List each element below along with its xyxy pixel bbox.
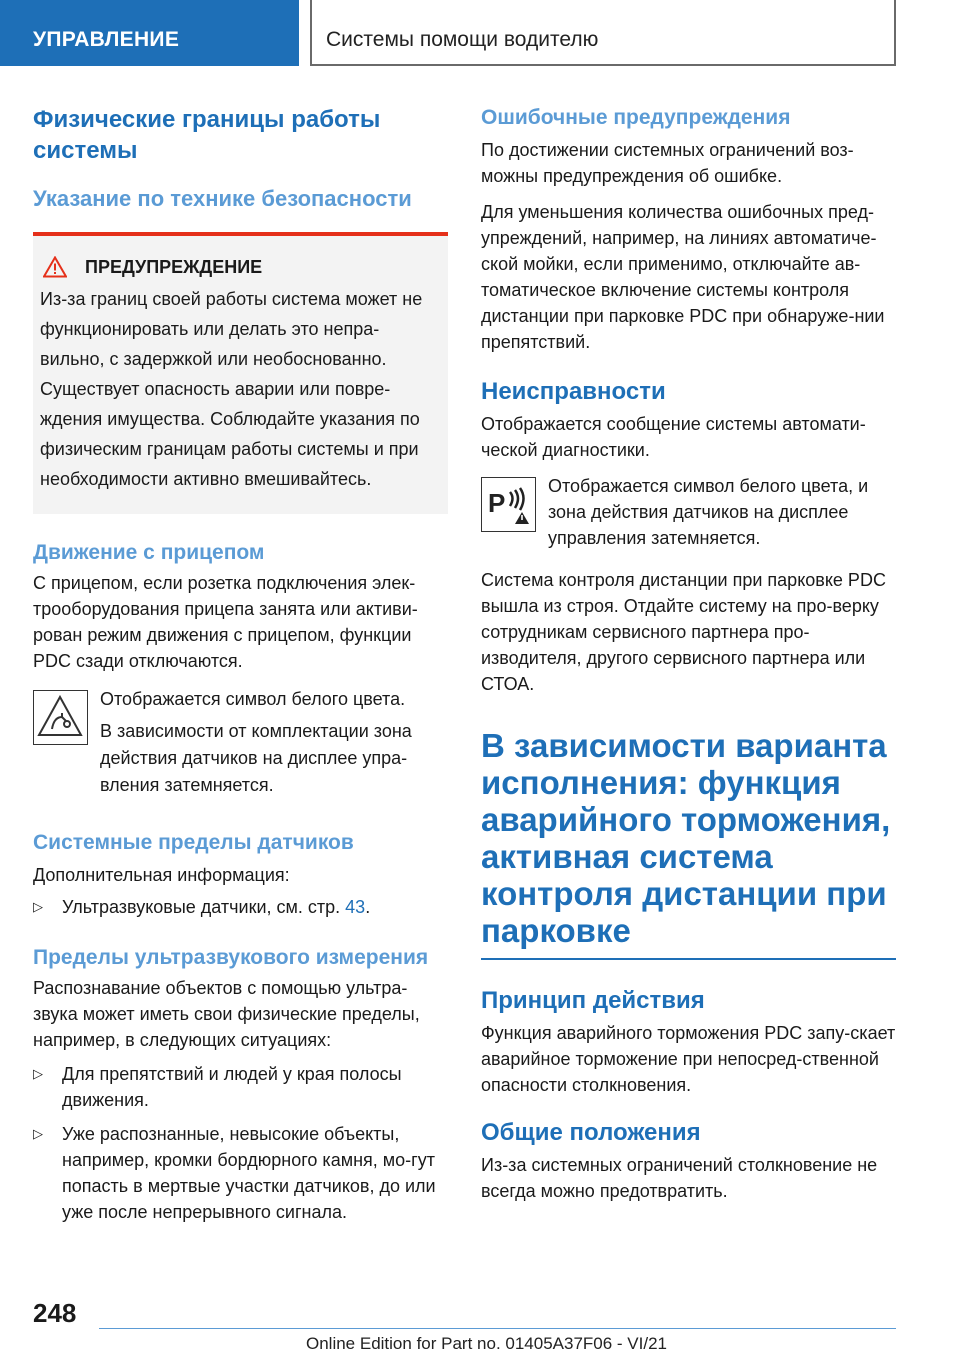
page-number: 248 <box>33 1298 77 1328</box>
principle-heading: Принцип действия <box>481 987 705 1014</box>
trailer-symbol-row <box>33 686 448 799</box>
false-warnings-text-1: По достижении системных ограничений воз-можны предупреждения об ошибке. <box>481 140 854 186</box>
general-heading: Общие положения <box>481 1119 701 1146</box>
warning-text: Из-за границ своей работы система может не функционировать или делать это непра-вильно, с задержкой или необоснованно. Существует опасность аварии или повре-ждения имущества. Соблюдайте указания по физическим границам работы системы и при необходимости активно вмешивайтесь. <box>40 289 423 489</box>
sensor-list <box>33 894 448 920</box>
false-warnings-heading: Ошибочные предупреждения <box>481 106 791 129</box>
sensor-text: Дополнительная информация: <box>33 865 290 885</box>
bullet-triangle-icon: ▷ <box>33 899 43 914</box>
principle-text: Функция аварийного торможения PDC запу-скает аварийное торможение при непосред-ственной опасности столкновения. <box>481 1023 896 1095</box>
bullet-triangle-icon: ▷ <box>33 1066 43 1081</box>
general-text: Из-за системных ограничений столкновение не всегда можно предотвратить. <box>481 1155 878 1201</box>
edition-text: Online Edition for Part no. 01405A37F06 - VI/21 <box>306 1334 668 1353</box>
list-item: ▷ Для препятствий и людей у края полосы движения. <box>33 1061 448 1113</box>
footer-divider <box>99 1328 896 1329</box>
right-column <box>481 100 896 1204</box>
warning-title <box>40 256 440 278</box>
warning-label: ПРЕДУПРЕЖДЕНИЕ <box>85 256 263 277</box>
page-header <box>0 0 960 66</box>
ultrasound-list <box>33 1061 448 1225</box>
safety-heading: Указание по технике безопасности <box>33 186 412 211</box>
page-link[interactable]: 43 <box>345 897 366 917</box>
false-warnings-text-2: Для уменьшения количества ошибочных пред-упреждений, например, на линиях автоматиче-ской мойки, если применимо, отключайте ав-томатическое включение системы контроля дистанции при парковке PDC при обнаруже-нии препятствий. <box>481 202 885 352</box>
svg-text:P: P <box>488 488 506 518</box>
sensor-heading: Системные пределы датчиков <box>33 831 354 854</box>
trailer-heading: Движение с прицепом <box>33 541 265 564</box>
trailer-text: С прицепом, если розетка подключения элек-трооборудования прицепа занята или активи-рован режим движения с прицепом, функции PDC сзади отключаются. <box>33 573 418 671</box>
trailer-symbol-text: Отображается символ белого цвета. <box>100 689 406 709</box>
ultrasound-text: Распознавание объектов с помощью ультра-звука может иметь свои физические пределы, например, в следующих ситуациях: <box>33 978 420 1050</box>
warning-triangle-icon <box>43 256 67 278</box>
list-item: ▷ Ультразвуковые датчики, см. стр. 43. <box>33 894 448 920</box>
ultrasound-heading: Пределы ультразвукового измерения <box>33 946 429 969</box>
left-column <box>33 100 448 1225</box>
bullet-triangle-icon: ▷ <box>33 1126 43 1141</box>
trailer-symbol-text-2: В зависимости от комплектации зона действия датчиков на дисплее упра-вления затемняется. <box>100 721 412 795</box>
section-title: Физические границы работы системы <box>33 106 381 164</box>
trailer-warning-icon <box>33 690 88 745</box>
chapter-title: Системы помощи водителю <box>310 0 896 66</box>
fault-symbol-row <box>481 473 896 563</box>
section-tab: УПРАВЛЕНИЕ <box>0 0 299 66</box>
faults-text: Отображается сообщение системы автомати-ческой диагностики. <box>481 414 866 460</box>
emergency-braking-title: В зависимости варианта исполнения: функция аварийного торможения, активная система контроля дистанции при парковке <box>481 727 896 960</box>
fault-symbol-text: Отображается символ белого цвета, и зона действия датчиков на дисплее управления затемняется. <box>548 476 869 548</box>
warning-box <box>33 232 448 514</box>
fault-text-2: Система контроля дистанции при парковке PDC вышла из строя. Отдайте систему на про-верку сотрудникам сервисного партнера про-изводителя, другого сервисного партнера или СТОА. <box>481 570 886 694</box>
list-item: ▷ Уже распознанные, невысокие объекты, например, кромки бордюрного камня, мо-гут попасть в мертвые участки датчиков, до или уже после непрерывного сигнала. <box>33 1121 448 1225</box>
faults-heading: Неисправности <box>481 378 666 405</box>
pdc-fault-icon <box>481 477 536 532</box>
